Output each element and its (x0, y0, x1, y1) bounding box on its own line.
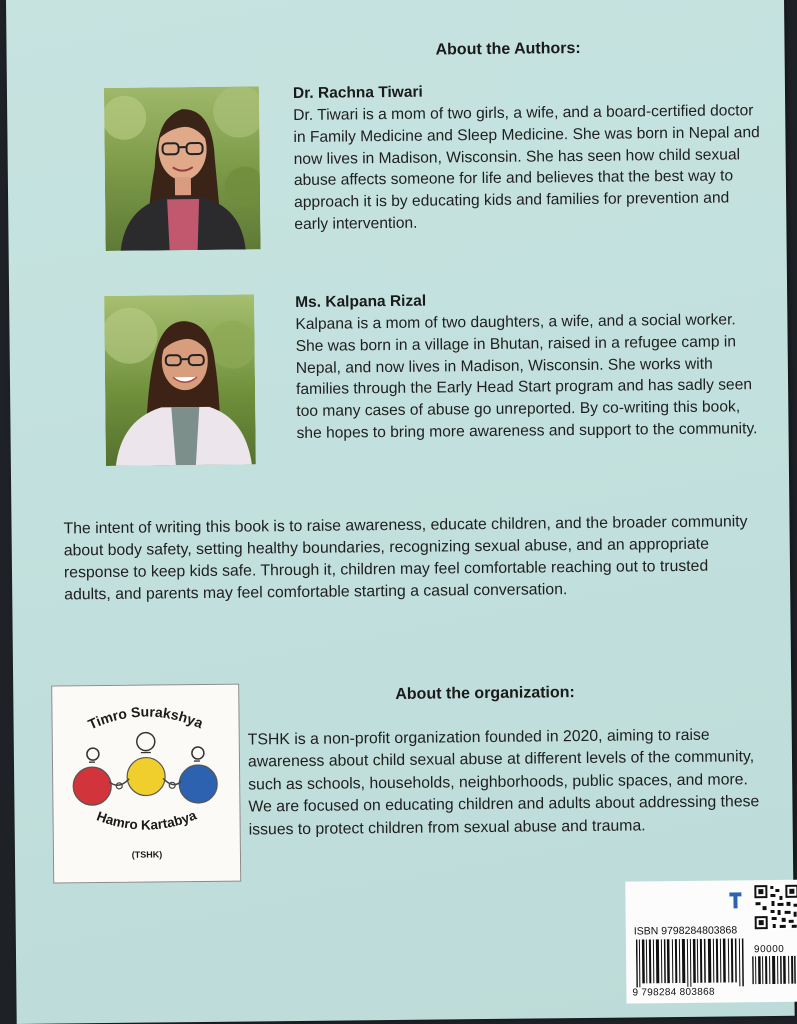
organization-paragraph: TSHK is a non-profit organization founded in 2020, aiming to raise awareness about child sexual abuse at different levels of the community, such as schools, households, neighborhoods, public spaces, and more. We are focused on educating children and adults about addressing these issues to protect children from sexual abuse and trauma. (247, 726, 760, 839)
price-barcode (752, 956, 796, 984)
price-code: 90000 (753, 943, 785, 956)
organization-heading: About the organization: (395, 684, 575, 703)
author-photo-tiwari (104, 86, 261, 251)
isbn-barcode-panel (625, 880, 797, 1004)
author-bio-rizal: Kalpana is a mom of two daughters, a wife, and a social worker. She was born in a village in Bhutan, raised in a refugee camp in Nepal, and now lives in Madison, Wisconsin. She works with families through the Early Head Start program and has sadly seen too many cases of abuse go unreported. By co-writing this book, she hopes to bring more awareness and support to the community. (295, 311, 758, 442)
publisher-logo-icon (727, 890, 743, 910)
author-bio-tiwari: Dr. Tiwari is a mom of two girls, a wife, and a board-certified doctor in Family Medicine and Sleep Medicine. She was born in Nepal and now lives in Madison, Wisconsin. She has seen how child sexual abuse affects someone for life and believes that the best way to approach it is by educating kids and families for prevention and early intervention. (293, 102, 760, 233)
qr-code-icon (753, 884, 797, 930)
book-intent-paragraph: The intent of writing this book is to raise awareness, educate children, and the broader community about body safety, setting healthy boundaries, recognizing sexual abuse, and an appropriate response to keep kids safe. Through it, children may feel comfortable reaching out to trusted adults, and parents may feel comfortable starting a casual conversation. (63, 513, 748, 604)
author-photo-rizal (104, 294, 256, 466)
author-name-tiwari: Dr. Rachna Tiwari (292, 83, 423, 102)
book-back-cover (6, 0, 795, 1024)
logo-top-text: Timro Surakshya (85, 703, 206, 733)
isbn-digits: 9 798284 803868 (632, 986, 715, 999)
tshk-logo (51, 684, 241, 884)
author-name-rizal: Ms. Kalpana Rizal (295, 292, 427, 311)
authors-heading: About the Authors: (435, 39, 581, 59)
main-barcode (636, 938, 744, 987)
isbn-label: ISBN 9798284803868 (633, 924, 738, 938)
logo-bottom-text: Hamro Kartabya (94, 807, 199, 833)
logo-abbreviation: (TSHK) (131, 849, 163, 860)
